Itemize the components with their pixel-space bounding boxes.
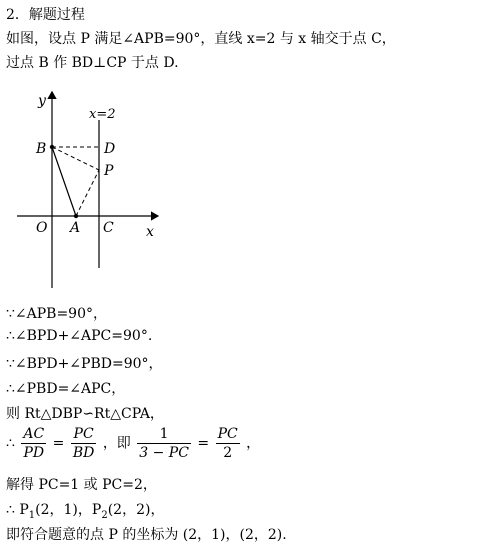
point-A: [74, 214, 78, 218]
step-8: ∴ $P_1(2$，1)，$P_2(2$，2)，: [6, 502, 165, 521]
step-2: ∴∠BPD+∠APC=90°.: [6, 328, 153, 344]
fraction-pc-over-2: $\frac{PC}{2}$: [217, 426, 238, 461]
label-B: B: [36, 141, 47, 157]
comma: ，: [246, 435, 261, 452]
label-x: x: [146, 224, 154, 240]
label-O: O: [36, 220, 48, 236]
segment-AP: [76, 170, 99, 216]
step-1: ∵∠APB=90°，: [6, 306, 108, 322]
step-6-fractions: [6, 425, 260, 462]
fraction-pc-bd: $\frac{PC}{BD}$: [72, 426, 95, 461]
label-y: y: [38, 93, 46, 109]
point-B: [50, 145, 54, 149]
label-C: C: [103, 220, 114, 236]
therefore-symbol: ∴: [6, 435, 15, 452]
step-3: ∵∠BPD+∠PBD=90°，: [6, 356, 163, 372]
label-line: x=2: [89, 107, 116, 122]
ji-text: ，即: [102, 435, 131, 452]
step-9: 即符合题意的点 P 的坐标为 (2，1)，(2，2).: [6, 527, 287, 543]
equals-2: =: [197, 435, 210, 452]
label-A: A: [70, 220, 81, 236]
fraction-ac-pd: $\frac{AC}{PD}$: [23, 426, 45, 461]
step-7: 解得 PC=1 或 PC=2，: [6, 477, 157, 493]
step-5: 则 Rt△DBP∽Rt△CPA，: [6, 406, 164, 422]
label-D: D: [104, 141, 116, 157]
fraction-1-over-3-minus-pc: $\frac{1}{3 - PC}$: [139, 426, 189, 461]
problem-line-2: 过点 B 作 BD⊥CP 于点 D.: [6, 55, 179, 71]
problem-line-1: 如图，设点 P 满足∠APB=90°，直线 x=2 与 x 轴交于点 C，: [6, 31, 396, 47]
section-title: 2．解题过程: [6, 7, 85, 23]
equals-1: =: [52, 435, 65, 452]
label-P: P: [104, 163, 114, 179]
step-4: ∴∠PBD=∠APC，: [6, 381, 126, 397]
